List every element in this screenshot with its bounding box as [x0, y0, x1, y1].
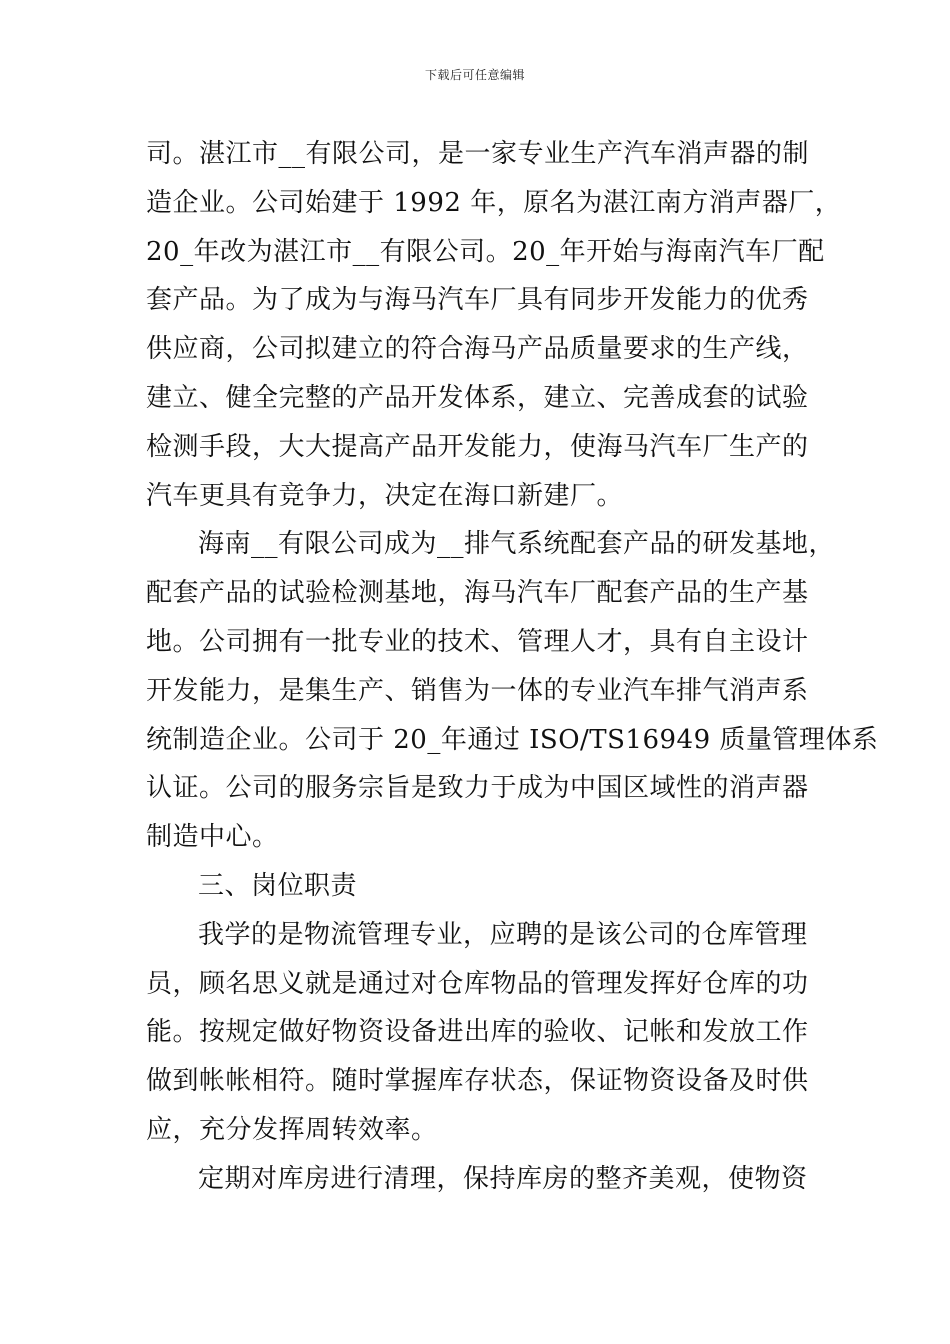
text-line: 做到帐帐相符。随时掌握库存状态，保证物资设备及时供 — [146, 1066, 809, 1097]
text-line: 司。湛江市__有限公司，是一家专业生产汽车消声器的制 — [146, 139, 810, 169]
text-line: 能。按规定做好物资设备进出库的验收、记帐和发放工作 — [146, 1017, 809, 1048]
text-line: 供应商，公司拟建立的符合海马产品质量要求的生产线， — [146, 334, 809, 365]
text-line: 我学的是物流管理专业，应聘的是该公司的仓库管理 — [198, 919, 808, 950]
header-note: 下载后可任意编辑 — [424, 68, 525, 82]
text-line: 建立、健全完整的产品开发体系，建立、完善成套的试验 — [146, 382, 809, 413]
text-line: 统制造企业。公司于 20_年通过 ISO/TS16949 质量管理体系 — [146, 724, 879, 755]
text-line: 应，充分发挥周转效率。 — [146, 1114, 438, 1145]
text-line: 员，顾名思义就是通过对仓库物品的管理发挥好仓库的功 — [146, 968, 809, 999]
text-line: 20_年改为湛江市__有限公司。20_年开始与海南汽车厂配 — [146, 236, 825, 267]
text-line: 定期对库房进行清理，保持库房的整齐美观，使物资 — [198, 1163, 808, 1194]
text-line: 海南__有限公司成为__排气系统配套产品的研发基地， — [198, 529, 836, 560]
text-line: 地。公司拥有一批专业的技术、管理人才，具有自主设计 — [146, 626, 809, 657]
text-line: 认证。公司的服务宗旨是致力于成为中国区域性的消声器 — [146, 773, 809, 804]
text-line: 套产品。为了成为与海马汽车厂具有同步开发能力的优秀 — [146, 285, 809, 316]
text-line: 造企业。公司始建于 1992 年，原名为湛江南方消声器厂， — [146, 187, 842, 218]
text-line: 三、岗位职责 — [198, 870, 358, 901]
text-line: 开发能力，是集生产、销售为一体的专业汽车排气消声系 — [146, 675, 809, 706]
text-line: 制造中心。 — [146, 822, 279, 853]
text-line: 配套产品的试验检测基地，海马汽车厂配套产品的生产基 — [146, 578, 809, 609]
body-text — [146, 130, 879, 1204]
text-line: 检测手段，大大提高产品开发能力，使海马汽车厂生产的 — [146, 431, 809, 462]
text-line: 汽车更具有竞争力，决定在海口新建厂。 — [146, 480, 624, 511]
